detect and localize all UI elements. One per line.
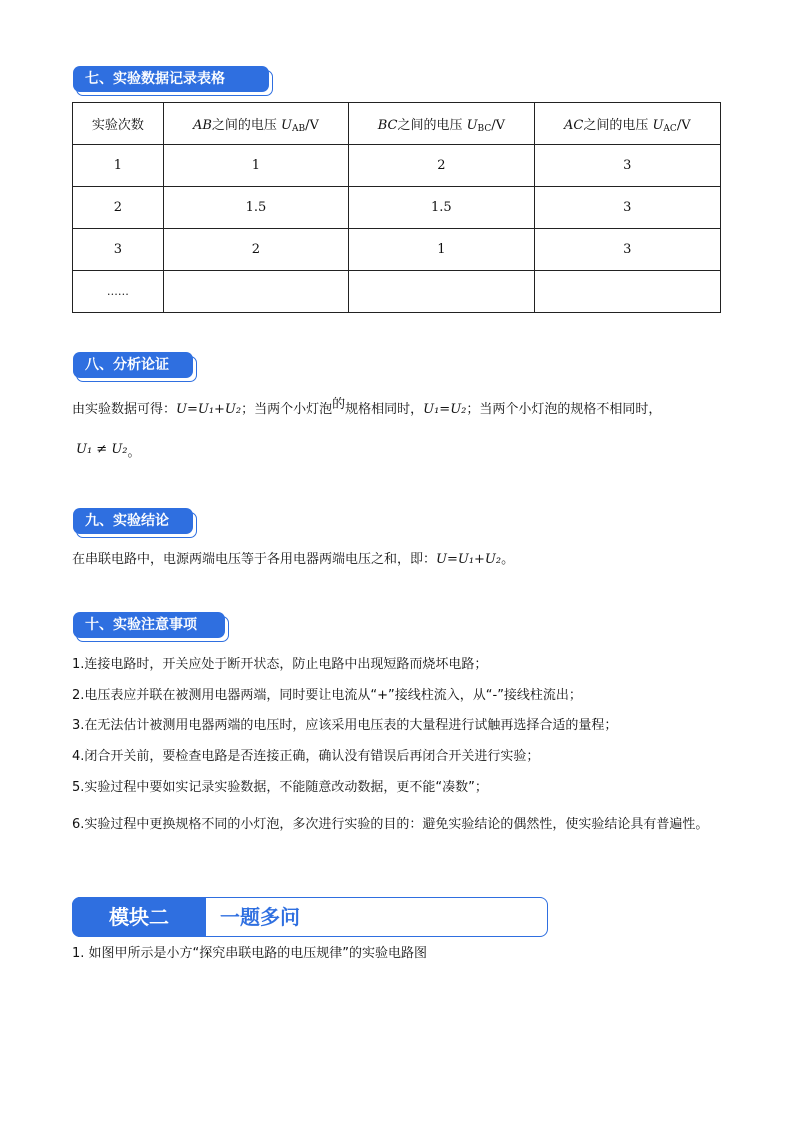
table-cell: 1 bbox=[349, 229, 534, 271]
module-title: 一题多问 bbox=[220, 905, 300, 929]
header-cell: 实验次数 bbox=[73, 103, 164, 145]
table-cell: 1 bbox=[73, 145, 164, 187]
table-header-row bbox=[73, 103, 721, 145]
table-cell bbox=[534, 271, 720, 313]
table-cell: 1.5 bbox=[349, 187, 534, 229]
header-cell: AB之间的电压 $U_{AB}/V$ bbox=[163, 103, 348, 145]
table-cell: 1.5 bbox=[163, 187, 348, 229]
note-item: 5.实验过程中要如实记录实验数据，不能随意改动数据，更不能“凑数”； bbox=[72, 780, 488, 795]
table-cell: 3 bbox=[534, 229, 720, 271]
note-item: 1.连接电路时，开关应处于断开状态，防止电路中出现短路而烧坏电路； bbox=[72, 657, 488, 672]
module-banner bbox=[72, 897, 548, 937]
table-cell: 2 bbox=[163, 229, 348, 271]
section-title: 八、分析论证 bbox=[73, 352, 193, 378]
table-cell: 2 bbox=[349, 145, 534, 187]
question-text: 1. 如图甲所示是小方“探究串联电路的电压规律”的实验电路图 bbox=[72, 946, 428, 961]
table-cell: 2 bbox=[73, 187, 164, 229]
data-table bbox=[72, 102, 721, 313]
table-cell: 3 bbox=[73, 229, 164, 271]
section-header-9 bbox=[73, 508, 193, 534]
table-cell: …… bbox=[73, 271, 164, 313]
section-title: 十、实验注意事项 bbox=[73, 612, 225, 638]
analysis-inequality: U₁ ≠ U₂。 bbox=[76, 442, 141, 460]
table-cell: 1 bbox=[163, 145, 348, 187]
table-cell bbox=[163, 271, 348, 313]
section-header-7 bbox=[73, 66, 269, 92]
module-number: 模块二 bbox=[72, 897, 206, 937]
analysis-paragraph: 由实验数据可得：U=U₁+U₂；当两个小灯泡的规格相同时，U₁=U₂；当两个小灯泡的规格不相同时， bbox=[72, 397, 662, 417]
note-item: 3.在无法估计被测用电器两端的电压时，应该采用电压表的大量程进行试触再选择合适的量程； bbox=[72, 718, 618, 733]
note-item: 4.闭合开关前，要检查电路是否连接正确，确认没有错误后再闭合开关进行实验； bbox=[72, 749, 540, 764]
section-header-10 bbox=[73, 612, 225, 638]
table-cell bbox=[349, 271, 534, 313]
table-row bbox=[73, 145, 721, 187]
conclusion-paragraph: 在串联电路中，电源两端电压等于各用电器两端电压之和，即：U=U₁+U₂。 bbox=[72, 552, 515, 567]
header-cell: BC之间的电压 $U_{BC}/V$ bbox=[349, 103, 534, 145]
section-title: 七、实验数据记录表格 bbox=[73, 66, 269, 92]
header-cell: AC之间的电压 $U_{AC}/V$ bbox=[534, 103, 720, 145]
section-header-8 bbox=[73, 352, 193, 378]
table-cell: 3 bbox=[534, 187, 720, 229]
table-row bbox=[73, 271, 721, 313]
table-row bbox=[73, 187, 721, 229]
section-title: 九、实验结论 bbox=[73, 508, 193, 534]
note-item: 6.实验过程中更换规格不同的小灯泡，多次进行实验的目的：避免实验结论的偶然性，使实验结论具有普遍性。 bbox=[72, 817, 709, 832]
note-item: 2.电压表应并联在被测用电器两端，同时要让电流从“+”接线柱流入，从“-”接线柱流出； bbox=[72, 688, 582, 703]
table-row bbox=[73, 229, 721, 271]
table-cell: 3 bbox=[534, 145, 720, 187]
